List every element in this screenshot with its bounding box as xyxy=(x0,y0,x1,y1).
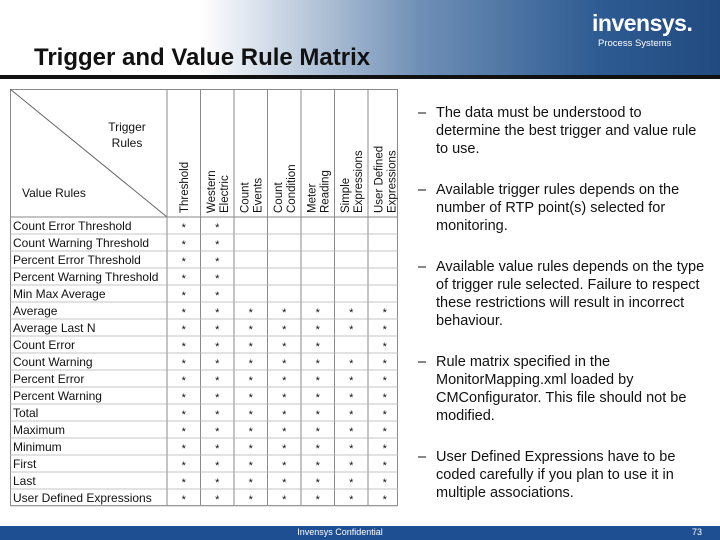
matrix-mark: * xyxy=(248,392,253,404)
matrix-mark: * xyxy=(248,426,253,438)
trigger-rules-label: Trigger xyxy=(108,120,146,134)
trigger-column-header: Reading xyxy=(319,170,332,213)
matrix-mark: * xyxy=(315,307,320,319)
matrix-mark: * xyxy=(215,222,220,234)
matrix-mark: * xyxy=(248,341,253,353)
matrix-mark: * xyxy=(349,494,354,506)
value-rule-label: Count Warning xyxy=(13,355,93,369)
matrix-mark: * xyxy=(315,426,320,438)
matrix-mark: * xyxy=(215,273,220,285)
matrix-mark: * xyxy=(181,477,186,489)
value-rule-label: Min Max Average xyxy=(13,287,106,301)
matrix-mark: * xyxy=(215,443,220,455)
value-rule-label: Total xyxy=(13,406,39,420)
matrix-mark: * xyxy=(181,409,186,421)
matrix-mark: * xyxy=(215,409,220,421)
matrix-mark: * xyxy=(215,290,220,302)
matrix-mark: * xyxy=(181,375,186,387)
matrix-mark: * xyxy=(382,392,387,404)
slide-title: Trigger and Value Rule Matrix xyxy=(34,44,371,71)
notes-list xyxy=(418,104,708,525)
matrix-mark: * xyxy=(215,460,220,472)
note-item xyxy=(418,353,708,425)
trigger-column-header: Western xyxy=(205,170,218,213)
matrix-mark: * xyxy=(181,222,186,234)
matrix-mark: * xyxy=(215,358,220,370)
matrix-mark: * xyxy=(215,392,220,404)
bullet-dash: – xyxy=(418,182,427,198)
matrix-mark: * xyxy=(282,392,287,404)
matrix-mark: * xyxy=(349,324,354,336)
bullet-dash: – xyxy=(418,354,427,370)
matrix-mark: * xyxy=(349,443,354,455)
matrix-mark: * xyxy=(349,460,354,472)
matrix-mark: * xyxy=(282,426,287,438)
matrix-mark: * xyxy=(181,443,186,455)
matrix-mark: * xyxy=(248,443,253,455)
bullet-dash: – xyxy=(418,105,427,121)
matrix-mark: * xyxy=(282,375,287,387)
matrix-mark: * xyxy=(315,341,320,353)
matrix-mark: * xyxy=(315,443,320,455)
matrix-mark: * xyxy=(282,358,287,370)
value-rule-label: Percent Error xyxy=(13,372,85,386)
matrix-mark: * xyxy=(349,426,354,438)
matrix-mark: * xyxy=(282,341,287,353)
matrix-mark: * xyxy=(315,358,320,370)
trigger-column-header: Expressions xyxy=(386,150,398,213)
bullet-dash: – xyxy=(418,259,427,275)
matrix-mark: * xyxy=(248,460,253,472)
value-rules-label: Value Rules xyxy=(22,186,86,200)
trigger-column-header: Count xyxy=(239,182,252,213)
footer-bar xyxy=(0,526,720,540)
logo-subtitle: Process Systems xyxy=(598,38,672,49)
matrix-mark: * xyxy=(349,358,354,370)
value-rule-label: User Defined Expressions xyxy=(13,491,152,505)
matrix-mark: * xyxy=(315,477,320,489)
rule-matrix-table xyxy=(10,89,398,509)
matrix-mark: * xyxy=(181,290,186,302)
matrix-mark: * xyxy=(382,409,387,421)
matrix-mark: * xyxy=(315,460,320,472)
value-rule-label: Maximum xyxy=(13,423,66,437)
matrix-mark: * xyxy=(215,494,220,506)
matrix-mark: * xyxy=(181,392,186,404)
matrix-mark: * xyxy=(382,426,387,438)
trigger-column-header: Count xyxy=(272,182,285,213)
note-text: Available value rules depends on the type of trigger rule selected. Failure to respect these restrictions will result in incorrect behaviour. xyxy=(436,259,705,329)
confidential-label: Invensys Confidential xyxy=(297,527,383,537)
note-text: The data must be understood to determine the best trigger and value rule to use. xyxy=(436,105,697,157)
matrix-mark: * xyxy=(248,358,253,370)
note-text: User Defined Expressions have to be coded carefully if you plan to use it in multiple associations. xyxy=(436,449,676,501)
matrix-mark: * xyxy=(215,375,220,387)
value-rule-label: Percent Warning xyxy=(13,389,102,403)
matrix-mark: * xyxy=(181,273,186,285)
matrix-mark: * xyxy=(315,375,320,387)
matrix-mark: * xyxy=(181,307,186,319)
matrix-mark: * xyxy=(215,307,220,319)
value-rule-label: Average Last N xyxy=(13,321,96,335)
matrix-mark: * xyxy=(382,460,387,472)
trigger-column-header: Threshold xyxy=(178,161,191,213)
matrix-mark: * xyxy=(315,392,320,404)
matrix-mark: * xyxy=(248,375,253,387)
invensys-logo: invensys. xyxy=(592,10,693,36)
page-number: 73 xyxy=(691,527,702,537)
matrix-mark: * xyxy=(282,409,287,421)
matrix-mark: * xyxy=(248,494,253,506)
matrix-mark: * xyxy=(349,477,354,489)
matrix-mark: * xyxy=(181,460,186,472)
matrix-mark: * xyxy=(248,477,253,489)
matrix-mark: * xyxy=(282,477,287,489)
matrix-mark: * xyxy=(181,426,186,438)
matrix-mark: * xyxy=(315,494,320,506)
header-divider xyxy=(0,75,720,79)
matrix-mark: * xyxy=(382,341,387,353)
note-item xyxy=(418,181,708,235)
matrix-mark: * xyxy=(382,324,387,336)
matrix-mark: * xyxy=(349,392,354,404)
matrix-mark: * xyxy=(181,494,186,506)
value-rule-label: Percent Warning Threshold xyxy=(13,270,159,284)
note-item xyxy=(418,448,708,502)
value-rule-label: Count Error xyxy=(13,338,76,352)
matrix-mark: * xyxy=(315,324,320,336)
matrix-mark: * xyxy=(248,409,253,421)
note-text: Rule matrix specified in the MonitorMapping.xml loaded by CMConfigurator. This file should not be modified. xyxy=(436,354,687,424)
value-rule-label: Percent Error Threshold xyxy=(13,253,141,267)
matrix-mark: * xyxy=(181,358,186,370)
matrix-mark: * xyxy=(382,375,387,387)
matrix-mark: * xyxy=(349,375,354,387)
matrix-mark: * xyxy=(349,409,354,421)
matrix-mark: * xyxy=(282,307,287,319)
matrix-mark: * xyxy=(382,477,387,489)
trigger-column-header: Electric xyxy=(218,175,231,213)
matrix-mark: * xyxy=(215,477,220,489)
matrix-mark: * xyxy=(215,426,220,438)
matrix-mark: * xyxy=(215,341,220,353)
value-rule-label: First xyxy=(13,457,37,471)
value-rule-label: Minimum xyxy=(13,440,62,454)
matrix-mark: * xyxy=(248,307,253,319)
rule-matrix-svg xyxy=(10,89,398,509)
note-text: Available trigger rules depends on the number of RTP point(s) selected for monitoring. xyxy=(436,182,680,234)
matrix-mark: * xyxy=(282,460,287,472)
matrix-mark: * xyxy=(282,443,287,455)
bullet-dash: – xyxy=(418,449,427,465)
matrix-mark: * xyxy=(382,443,387,455)
value-rule-label: Average xyxy=(13,304,58,318)
value-rule-label: Count Warning Threshold xyxy=(13,236,150,250)
trigger-column-header: Meter xyxy=(306,183,319,213)
matrix-mark: * xyxy=(215,324,220,336)
trigger-column-header: Simple xyxy=(339,177,352,213)
matrix-mark: * xyxy=(382,358,387,370)
matrix-mark: * xyxy=(181,256,186,268)
note-item xyxy=(418,104,708,158)
matrix-mark: * xyxy=(215,256,220,268)
matrix-mark: * xyxy=(282,494,287,506)
value-rule-label: Count Error Threshold xyxy=(13,219,132,233)
matrix-mark: * xyxy=(382,494,387,506)
matrix-mark: * xyxy=(215,239,220,251)
matrix-mark: * xyxy=(181,239,186,251)
matrix-mark: * xyxy=(181,324,186,336)
trigger-column-header: Events xyxy=(252,177,265,213)
matrix-mark: * xyxy=(349,307,354,319)
matrix-mark: * xyxy=(248,324,253,336)
matrix-mark: * xyxy=(282,324,287,336)
matrix-mark: * xyxy=(315,409,320,421)
trigger-column-header: Condition xyxy=(285,164,298,213)
trigger-column-header: User Defined xyxy=(373,145,386,213)
trigger-rules-label: Rules xyxy=(111,136,143,150)
matrix-mark: * xyxy=(382,307,387,319)
value-rule-label: Last xyxy=(13,474,36,488)
trigger-column-header: Expressions xyxy=(352,150,365,213)
note-item xyxy=(418,258,708,330)
matrix-mark: * xyxy=(181,341,186,353)
